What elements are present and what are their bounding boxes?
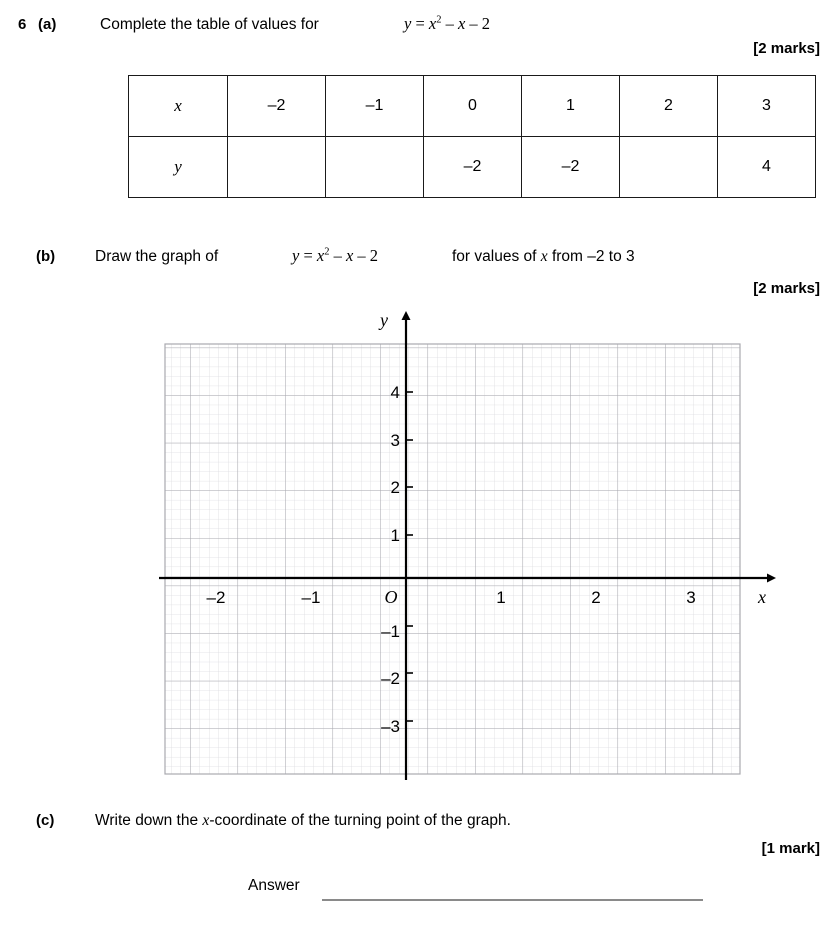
y-tick-label-n2: –2 xyxy=(381,669,400,688)
y-tick-label-4: 4 xyxy=(390,383,400,402)
y-tick-label-n1: –1 xyxy=(381,622,400,641)
equation-a-minus-2: – 2 xyxy=(469,14,491,33)
graph-area[interactable] xyxy=(0,300,838,800)
part-b-range-post: from –2 to 3 xyxy=(551,248,635,265)
table-header-x: x xyxy=(129,76,228,137)
y-tick-label-3: 3 xyxy=(390,431,400,450)
origin-label: O xyxy=(384,587,398,607)
equation-b-minus-x: – x xyxy=(333,246,354,265)
equation-b-x: x xyxy=(316,246,325,265)
equation-b-eq: = xyxy=(303,246,313,265)
equation-a-eq: = xyxy=(415,14,425,33)
table-cell-x-3[interactable]: 1 xyxy=(522,76,620,137)
x-tick-label-1: 1 xyxy=(496,588,506,607)
x-tick-label-2: 2 xyxy=(591,588,601,607)
table-row-x xyxy=(129,76,816,137)
table-cell-x-4[interactable]: 2 xyxy=(620,76,718,137)
table-cell-y-1[interactable] xyxy=(326,137,424,198)
equation-b xyxy=(292,246,378,266)
x-tick-label-n2: –2 xyxy=(206,588,226,607)
table-cell-x-5[interactable]: 3 xyxy=(718,76,816,137)
part-c-prompt-var: x xyxy=(202,812,210,829)
part-b-prompt: Draw the graph of xyxy=(95,248,219,265)
part-b-range xyxy=(452,248,635,266)
part-c-prompt xyxy=(95,812,511,830)
part-c-prompt-pre: Write down the xyxy=(95,812,199,829)
table-row-y xyxy=(129,137,816,198)
part-a-label: (a) xyxy=(38,16,57,33)
equation-a-exponent: 2 xyxy=(436,14,442,26)
part-c-marks: [1 mark] xyxy=(761,840,820,857)
equation-b-y: y xyxy=(292,246,300,265)
part-c-label: (c) xyxy=(36,812,55,829)
part-b-range-var: x xyxy=(540,248,548,265)
table-cell-x-1[interactable]: –1 xyxy=(326,76,424,137)
table-header-y: y xyxy=(129,137,228,198)
part-b-marks: [2 marks] xyxy=(753,280,820,297)
y-tick-label-1: 1 xyxy=(390,526,400,545)
equation-b-minus-2: – 2 xyxy=(357,246,379,265)
table-cell-y-5[interactable]: 4 xyxy=(718,137,816,198)
table-cell-x-2[interactable]: 0 xyxy=(424,76,522,137)
grid-lines xyxy=(165,344,740,774)
x-tick-label-3: 3 xyxy=(686,588,696,607)
y-axis-label: y xyxy=(380,310,388,330)
equation-a-x: x xyxy=(428,14,437,33)
x-tick-label-n1: –1 xyxy=(301,588,321,607)
question-number: 6 xyxy=(18,16,27,33)
part-a-prompt: Complete the table of values for xyxy=(100,16,319,33)
y-tick-label-n3: –3 xyxy=(381,717,400,736)
coordinate-grid[interactable] xyxy=(0,300,838,800)
answer-label: Answer xyxy=(248,877,300,894)
part-b-range-pre: for values of xyxy=(452,248,537,265)
equation-a-minus-x: – x xyxy=(445,14,466,33)
table-cell-x-0[interactable]: –2 xyxy=(228,76,326,137)
answer-input-line[interactable] xyxy=(322,899,703,901)
equation-b-exponent: 2 xyxy=(324,246,330,258)
y-tick-label-2: 2 xyxy=(390,478,400,497)
part-b-label: (b) xyxy=(36,248,56,265)
table-of-values xyxy=(128,75,816,198)
x-axis-label: x xyxy=(758,587,766,607)
table-cell-y-4[interactable] xyxy=(620,137,718,198)
table-cell-y-0[interactable] xyxy=(228,137,326,198)
table-cell-y-3[interactable]: –2 xyxy=(522,137,620,198)
part-c-prompt-post: -coordinate of the turning point of the graph. xyxy=(209,812,511,829)
part-a-marks: [2 marks] xyxy=(753,40,820,57)
equation-a-y: y xyxy=(404,14,412,33)
equation-a xyxy=(404,14,490,34)
table-cell-y-2[interactable]: –2 xyxy=(424,137,522,198)
